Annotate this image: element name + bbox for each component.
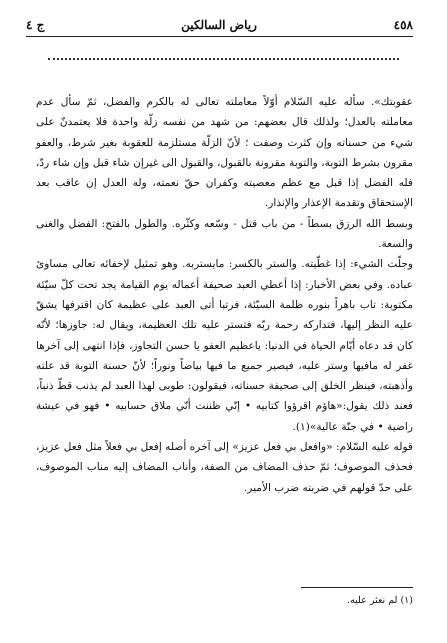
footnote: (١) لم نعثر عليه. [347, 595, 413, 606]
running-title: رياض السالكين [181, 18, 257, 32]
page-number: ٤٥٨ [393, 18, 413, 32]
main-text [36, 92, 413, 498]
page-header [26, 16, 413, 34]
header-divider [26, 36, 413, 37]
paragraph: وجلّت الشيء: إذا غطّيته. والستر بالكسر: مايستربه. وهو تمثيل لإخفائه تعالى مساوئ عباده. وفي بعض الأخبار: إذا أعطي العبد صحيفة أعماله يوم القيامة يجد تحت كلّ سيّئة مكتوبة: تاب باهراً بنوره ظلمة السيّئة، فرتبا أتى العبد على عظيمة كان اقترفها يشقّ عليه النظر إليها، فتداركه رحمة ربّه فتستر عليه تلك العظيمة، ويقال له: جاوزها؛ لأنّه كان قد دعاه أيّام الحياة في الدنيا: ياعظيم العفو يا حسن التجاوز، فإذا انتهى إلى آخرها غفر له مافيها وستر عليه، فيصير جميع ما فيها بياضاً ونوراً؛ لأنّ حسنة التوبة قد علته وأذهبته، فينظر الخلق إلى صحيفة حسناته، فيقولون: طوبى لهذا العبد لم يذنب قطّ ذنباً، فعند ذلك يقول:«هاؤم اقرؤوا كتابيه • إنّي ظننت أنّي ملاق حسابيه • فهو في عيشة راضية • في جنّة عالية»(١). [36, 258, 413, 433]
paragraph: وبسط الله الرزق بسطاً - من باب قتل - وسّعه وكثّره. والطول بالفتح: الفضل والغنى والسعة. [36, 217, 413, 251]
footnote-divider [301, 587, 413, 588]
paragraph: عقوبتك». سأله عليه السّلام أوّلاً معاملته تعالى له بالكرم والفضل، ثمّ سأل عدم معاملته بالعدل؛ ولذلك قال بعضهم: من شهد من نفسه زلّة واحدة فلا يعتمدنّ على شيء من حسناته وإن كثرت وصفت ؛ لأنّ الزلّة مستلزمة للعقوبة بغير شرط، والعفو مقرون بشرط التوبة، والتوبة مقرونة بالقبول، والقبول الى غيرإن شاء قبل وإن شاء ردّ، فله الفضل إذا قبل مع عظم معصيته وكفران حقّ نعمته، وله العدل إن عاقب بعد الإستحقاق وتقدمة الإعذار والإنذار. [36, 96, 413, 210]
volume-label: ج ٤ [26, 18, 45, 32]
paragraph: قوله عليه السّلام: «وافعل بي فعل عزيز» إلى آخره أصله إفعل بي فعلاً مثل فعل عزيز، فحذف الموصوف؛ ثمّ حذف المضاف من الصفة، وأناب المضاف إليه مناب الموصوف، على حدّ قولهم في ضربته ضرب الأمير. [36, 441, 413, 494]
dotted-separator [48, 58, 399, 60]
